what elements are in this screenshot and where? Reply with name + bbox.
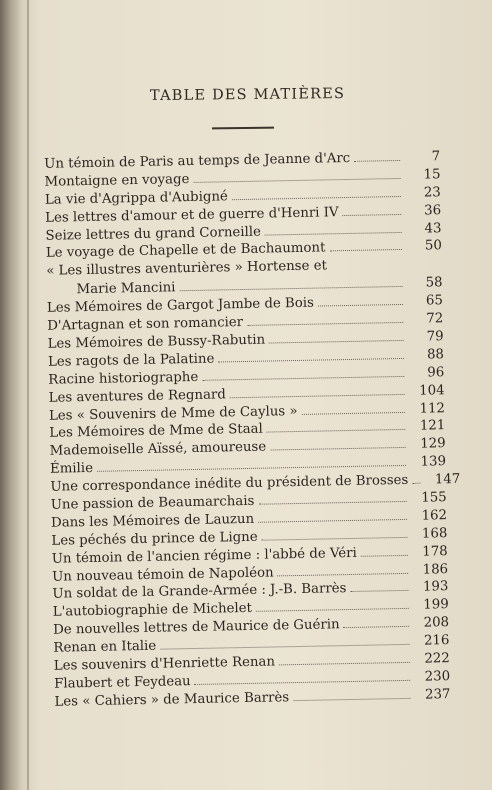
toc-entry-page: 65 <box>425 293 444 309</box>
toc-entry-page: 15 <box>423 167 441 183</box>
toc-entry-title: Les péchés du prince de Ligne <box>51 529 258 549</box>
toc-entry-title: Renan en Italie <box>53 638 157 656</box>
toc-entry-page: 50 <box>424 238 442 254</box>
dot-leader <box>412 483 420 484</box>
dot-leader <box>230 394 405 398</box>
dot-leader <box>361 555 408 557</box>
toc-entry-title: Les Mémoires de Bussy-Rabutin <box>47 332 266 352</box>
toc-entry-page: 36 <box>424 202 442 219</box>
dot-leader <box>258 501 406 505</box>
dot-leader <box>279 662 410 666</box>
dot-leader <box>267 429 406 433</box>
toc-entry-page: 230 <box>424 669 451 685</box>
toc-entry-title: Un nouveau témoin de Napoléon <box>51 565 274 585</box>
toc-entry-title: Les lettres d'amour et de guerre d'Henri IV <box>45 204 339 226</box>
toc-entry-title: Les « Souvenirs de Mme de Caylus » <box>48 403 298 424</box>
dot-leader <box>270 447 405 451</box>
dot-leader <box>343 214 402 216</box>
page-title: TABLE DES MATIÈRES <box>149 86 346 105</box>
dot-leader <box>232 196 401 200</box>
toc-entry-title: Les souvenirs d'Henriette Renan <box>53 654 276 674</box>
dot-leader <box>350 590 408 592</box>
toc-entry-title: Les Mémoires de Gargot Jambe de Bois <box>46 295 314 317</box>
toc-entry-page: 155 <box>421 490 447 506</box>
toc-entry-title: Une passion de Beaumarchais <box>50 493 255 513</box>
dot-leader <box>344 626 410 628</box>
dot-leader <box>318 304 403 307</box>
toc-entry-page: 104 <box>419 382 445 399</box>
dot-leader <box>302 411 405 414</box>
toc-entry-title: « Les illustres aventurières » Hortense et <box>46 258 327 280</box>
toc-entry-title: De nouvelles lettres de Maurice de Guérin <box>53 617 340 638</box>
toc-entry-page: 43 <box>424 220 442 237</box>
toc-entry-page: 186 <box>422 561 449 578</box>
toc-entry-title: Émilie <box>49 461 94 477</box>
toc-entry-title: Montaigne en voyage <box>44 171 190 190</box>
toc-entry-title: Un témoin de l'ancien régime : l'abbé de Véri <box>51 545 357 567</box>
toc-entry-title: Dans les Mémoires de Lauzun <box>50 511 255 531</box>
dot-leader <box>160 644 409 650</box>
toc-entry-title: Marie Mancini <box>76 280 176 298</box>
dot-leader <box>218 358 404 363</box>
toc-entry-title: Seize lettres du grand Corneille <box>45 224 262 244</box>
toc-entry-title: Le voyage de Chapelle et de Bachaumont <box>45 240 326 262</box>
toc-entry-title: Les Mémoires de Mme de Staal <box>49 422 263 442</box>
toc-entry-page: 129 <box>420 436 446 452</box>
toc-entry-title: Un soldat de la Grande-Armée : J.-B. Barrès <box>52 581 347 603</box>
toc-entry-title: La vie d'Agrippa d'Aubigné <box>44 189 228 208</box>
toc-entry-page: 216 <box>423 633 450 649</box>
toc-entry-page: 7 <box>431 149 441 165</box>
toc-entry-title: Les aventures de Regnard <box>48 387 226 406</box>
toc-entry-title: Flaubert et Feydeau <box>54 674 191 692</box>
dot-leader <box>293 698 410 701</box>
dot-leader <box>195 680 411 685</box>
toc-entry-page: 72 <box>426 311 444 327</box>
dot-leader <box>269 340 404 344</box>
toc-entry-page: 79 <box>426 329 444 345</box>
toc-entry-page: 58 <box>425 275 443 291</box>
dot-leader <box>329 249 401 251</box>
dot-leader <box>256 608 409 612</box>
toc-entry-page: 88 <box>426 347 445 363</box>
toc-entry-page: 222 <box>424 651 450 667</box>
toc-entry-title: Racine historiographe <box>48 369 199 388</box>
title-rule <box>212 127 274 130</box>
toc-entry-title: D'Artagnan et son romancier <box>47 315 244 334</box>
toc-entry-title: Les « Cahiers » de Maurice Barrès <box>54 690 290 710</box>
dot-leader <box>247 322 403 326</box>
toc-entry-page: 23 <box>423 184 441 201</box>
toc-entry-page: 96 <box>427 364 445 381</box>
toc-entry-title: Un témoin de Paris au temps de Jeanne d'Arc <box>44 150 351 172</box>
toc-entry-page: 237 <box>424 686 451 703</box>
toc-entry-page: 147 <box>434 472 461 488</box>
toc-entry-page: 162 <box>421 508 448 524</box>
toc-entry-page: 193 <box>422 579 449 596</box>
toc-entry-title: Les ragots de la Palatine <box>47 351 215 370</box>
toc-entry-page: 208 <box>423 615 450 631</box>
dot-leader <box>97 465 406 472</box>
toc-entry-page: 112 <box>419 400 446 417</box>
dot-leader <box>180 286 403 291</box>
table-of-contents <box>44 148 461 711</box>
toc-entry-page: 139 <box>420 454 447 470</box>
toc-entry-page: 121 <box>419 418 446 435</box>
toc-entry-title: L'autobiographie de Michelet <box>52 601 253 621</box>
toc-entry-page: 199 <box>423 597 449 613</box>
toc-entry-page <box>408 268 442 269</box>
toc-entry-page: 178 <box>422 543 448 560</box>
dot-leader <box>354 160 400 162</box>
dot-leader <box>193 178 400 183</box>
toc-entry-page: 168 <box>421 525 448 542</box>
toc-entry-title: Mademoiselle Aïssé, amoureuse <box>49 439 267 460</box>
dot-leader <box>202 376 404 381</box>
toc-entry-title: Une correspondance inédite du président de Brosses <box>50 473 409 495</box>
dot-leader <box>262 537 408 541</box>
dot-leader <box>258 519 407 523</box>
dot-leader <box>265 232 402 236</box>
page-gutter <box>27 0 29 790</box>
dot-leader <box>278 572 409 576</box>
